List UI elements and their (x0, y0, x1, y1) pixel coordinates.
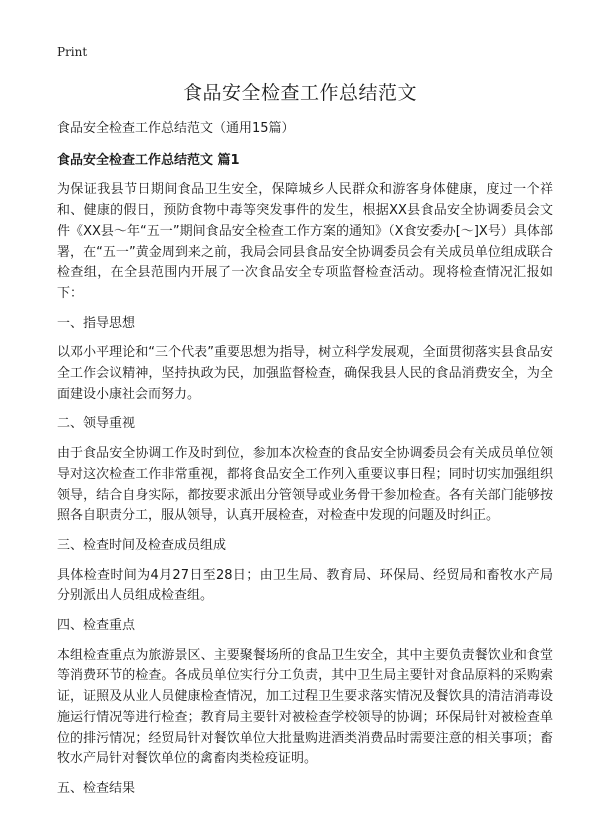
guiding-ideology-paragraph: 以邓小平理论和“三个代表”重要思想为指导，树立科学发展观，全面贯彻落实县食品安全工作会议精神，坚持执政为民，加强监督检查，确保我县人民的食品消费安全，为全面建设小康社会而努力。 (57, 345, 553, 402)
intro-paragraph: 为保证我县节日期间食品卫生安全，保障城乡人民群众和游客身体健康，度过一个祥和、健康的假日，预防食物中毒等突发事件的发生，根据XX县食品安全协调委员会文件《XX县～年“五一”期间食品安全检查工作方案的通知》（X食安委办[～]X号）具体部署，在“五一”黄金周到来之前，我局会同县食品安全协调委员会有关成员单位组成联合检查组，在全县范围内开展了一次食品安全专项监督检查活动。现将检查情况汇报如下： (57, 182, 553, 301)
heading-inspection-focus: 四、检查重点 (57, 618, 136, 634)
heading-inspection-results: 五、检查结果 (57, 780, 136, 796)
heading-leadership: 二、领导重视 (57, 416, 136, 432)
inspection-time-paragraph: 具体检查时间为4月27日至28日；由卫生局、教育局、环保局、经贸局和畜牧水产局分别派出人员组成检查组。 (57, 567, 553, 604)
document-subtitle: 食品安全检查工作总结范文（通用15篇） (57, 121, 295, 136)
inspection-focus-paragraph: 本组检查重点为旅游景区、主要聚餐场所的食品卫生安全，其中主要负责餐饮业和食堂等消费环节的检查。各成员单位实行分工负责，其中卫生局主要针对食品原料的采购索证，证照及从业人员健康检查情况，加工过程卫生要求落实情况及餐饮具的清洁消毒设施运行情况等进行检查；教育局主要针对被检查学校领导的协调；环保局针对被检查单位的排污情况；经贸局针对餐饮单位大批量购进酒类消费品时需要注意的相关事项；畜牧水产局针对餐饮单位的禽畜肉类检疫证明。 (57, 647, 553, 767)
print-link[interactable]: Print (57, 45, 88, 59)
leadership-paragraph: 由于食品安全协调工作及时到位，参加本次检查的食品安全协调委员会有关成员单位领导对这次检查工作非常重视，都将食品安全工作列入重要议事日程；同时切实加强组织领导，结合自身实际，都按要求派出分管领导或业务骨干参加检查。各有关部门能够按照各自职责分工，服从领导，认真开展检查，对检查中发现的问题及时纠正。 (57, 446, 553, 524)
heading-inspection-time: 三、检查时间及检查成员组成 (57, 537, 227, 553)
document-title: 食品安全检查工作总结范文 (182, 82, 417, 104)
heading-guiding-ideology: 一、指导思想 (57, 315, 136, 331)
document-body (57, 119, 553, 809)
section-title: 食品安全检查工作总结范文 篇1 (57, 152, 240, 168)
